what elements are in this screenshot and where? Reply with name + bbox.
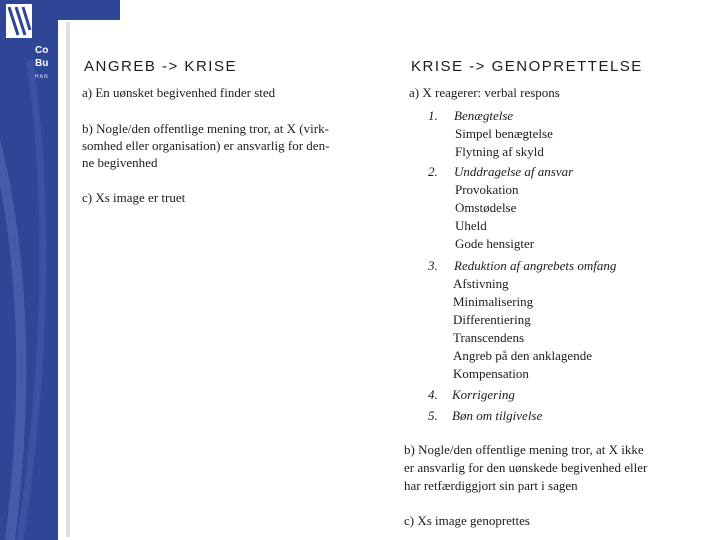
section-5-title: Bøn om tilgivelse: [452, 408, 543, 423]
logo-subtext: HAN: [35, 74, 49, 80]
section-3-item: Minimalisering: [453, 294, 534, 309]
right-item-b-line3: har retfærdiggjort sin part i sagen: [404, 478, 578, 493]
section-1-number: 1.: [428, 108, 438, 123]
brand-sidebar: [0, 0, 58, 540]
right-item-a: a) X reagerer: verbal respons: [409, 85, 560, 100]
left-item-b-line1: b) Nogle/den offentlige mening tror, at X (virk-: [82, 121, 329, 136]
right-heading: KRISE -> GENOPRETTELSE: [411, 58, 643, 75]
logo-text: Co Bu: [35, 45, 49, 69]
right-item-b-line2: er ansvarlig for den uønskede begivenhed eller: [404, 460, 648, 475]
section-3-item: Transcendens: [453, 330, 525, 345]
section-3-number: 3.: [428, 258, 438, 273]
decorative-stripes: [0, 0, 58, 540]
section-2-item: Provokation: [455, 182, 519, 197]
section-1-item: Simpel benægtelse: [455, 126, 553, 141]
section-3-item: Afstivning: [453, 276, 509, 291]
logo-icon: [4, 2, 34, 40]
section-2-item: Omstødelse: [455, 200, 517, 215]
left-item-b-line3: ne begivenhed: [82, 155, 158, 170]
right-item-b-line1: b) Nogle/den offentlige mening tror, at X ikke: [404, 442, 644, 457]
brand-top-tab: [58, 0, 120, 20]
section-1-title: Benægtelse: [454, 108, 514, 123]
section-3-title: Reduktion af angrebets omfang: [454, 258, 617, 273]
scan-edge: [66, 22, 70, 537]
section-2-title: Unddragelse af ansvar: [454, 164, 574, 179]
section-2-item: Gode hensigter: [455, 236, 535, 251]
section-3-item: Differentiering: [453, 312, 531, 327]
section-3-item: Kompensation: [453, 366, 529, 381]
section-2-item: Uheld: [455, 218, 487, 233]
left-item-b-line2: somhed eller organisation) er ansvarlig for den-: [82, 138, 330, 153]
left-item-c: c) Xs image er truet: [82, 190, 186, 205]
right-item-c: c) Xs image genoprettes: [404, 513, 530, 528]
section-1-item: Flytning af skyld: [455, 144, 544, 159]
section-4-number: 4.: [428, 387, 438, 402]
section-4-title: Korrigering: [452, 387, 515, 402]
section-5-number: 5.: [428, 408, 438, 423]
left-heading: ANGREB -> KRISE: [84, 58, 237, 75]
section-2-number: 2.: [428, 164, 438, 179]
left-item-a: a) En uønsket begivenhed finder sted: [82, 85, 276, 100]
section-3-item: Angreb på den anklagende: [453, 348, 592, 363]
